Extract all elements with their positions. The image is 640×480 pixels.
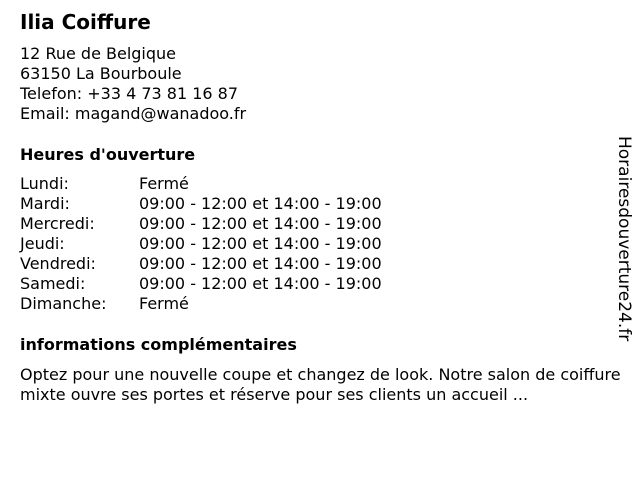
opening-hours-table: [20, 174, 382, 314]
day-label: Mardi:: [20, 194, 70, 213]
business-name: Ilia Coiffure: [20, 10, 151, 34]
day-label: Jeudi:: [20, 234, 65, 253]
hours-value: 09:00 - 12:00 et 14:00 - 19:00: [139, 254, 382, 273]
city-address: 63150 La Bourboule: [20, 64, 182, 83]
day-label: Samedi:: [20, 274, 86, 293]
hours-value: 09:00 - 12:00 et 14:00 - 19:00: [139, 214, 382, 233]
hours-row-thursday: [20, 234, 382, 254]
additional-info-heading: informations complémentaires: [20, 335, 297, 354]
address-block: [20, 44, 246, 124]
email-address: Email: magand@wanadoo.fr: [20, 104, 247, 123]
day-label: Vendredi:: [20, 254, 96, 273]
hours-value: 09:00 - 12:00 et 14:00 - 19:00: [139, 194, 382, 213]
hours-value: 09:00 - 12:00 et 14:00 - 19:00: [139, 274, 382, 293]
day-label: Dimanche:: [20, 294, 107, 313]
hours-row-wednesday: [20, 214, 382, 234]
business-description: Optez pour une nouvelle coupe et changez de look. Notre salon de coiffure mixte ouvre ses portes et réserve pour ses clients un accueil ...: [20, 365, 621, 404]
street-address: 12 Rue de Belgique: [20, 44, 177, 63]
hours-row-tuesday: [20, 194, 382, 214]
hours-value: 09:00 - 12:00 et 14:00 - 19:00: [139, 234, 382, 253]
hours-row-monday: [20, 174, 382, 194]
hours-row-friday: [20, 254, 382, 274]
opening-hours-heading: Heures d'ouverture: [20, 145, 196, 164]
hours-value: Fermé: [139, 294, 189, 313]
day-label: Lundi:: [20, 174, 69, 193]
phone-number: Telefon: +33 4 73 81 16 87: [20, 84, 239, 103]
hours-value: Fermé: [139, 174, 189, 193]
day-label: Mercredi:: [20, 214, 95, 233]
hours-row-saturday: [20, 274, 382, 294]
hours-row-sunday: [20, 294, 382, 314]
site-watermark: Horairesdouverture24.fr: [614, 136, 634, 342]
